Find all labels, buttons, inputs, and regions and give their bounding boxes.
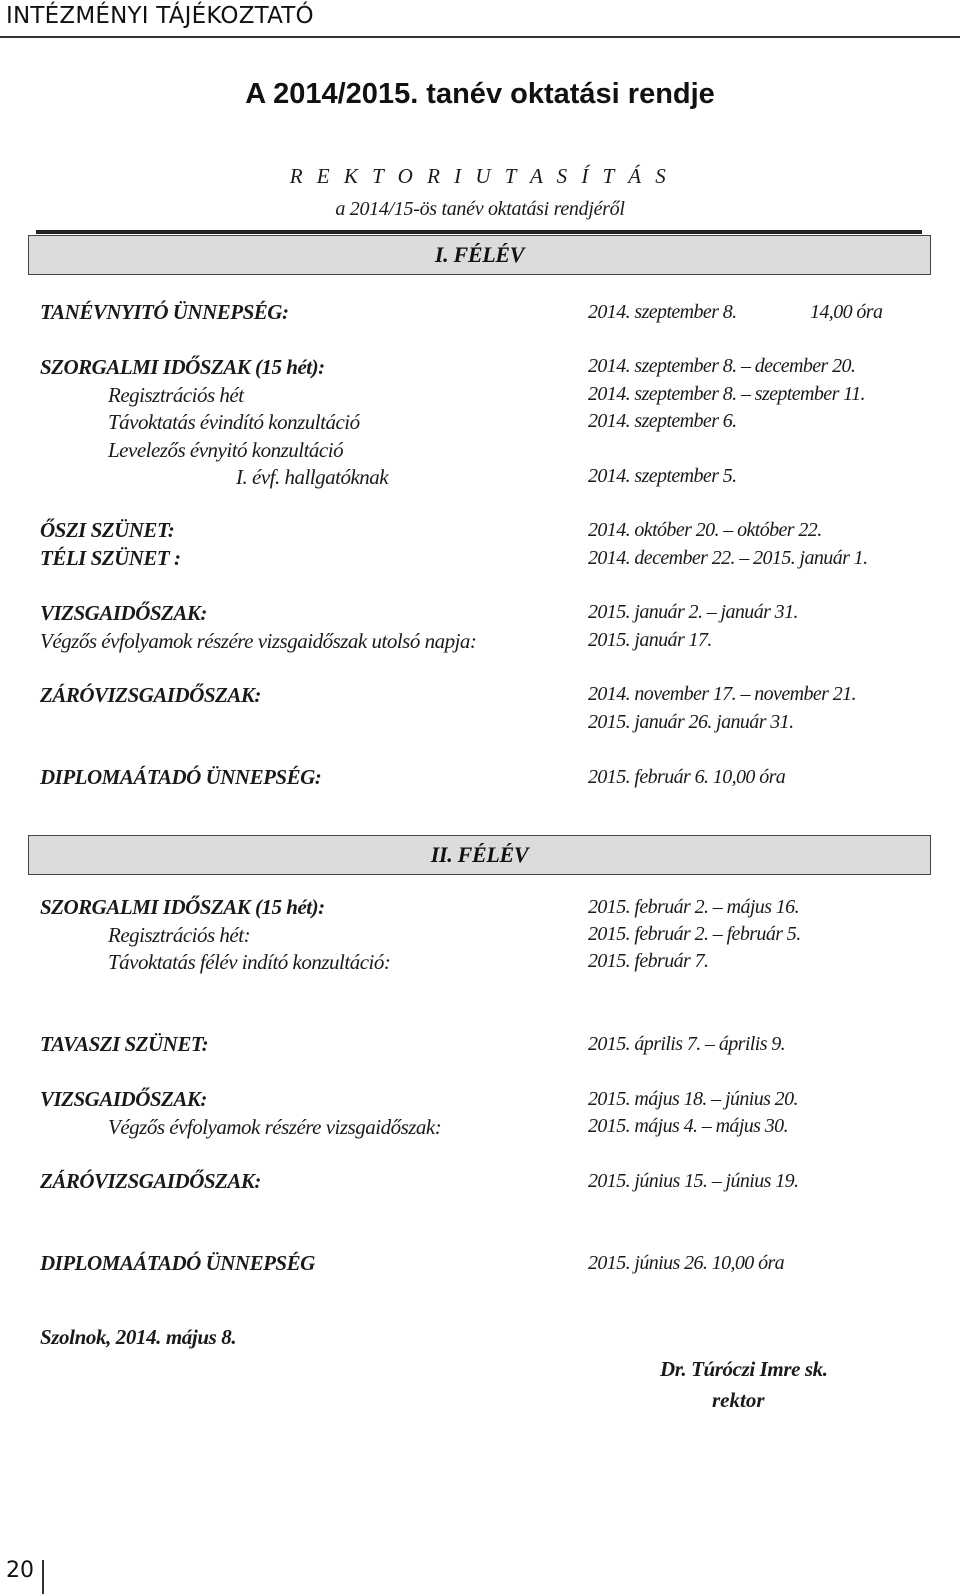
s2-registration-date: 2015. február 2. – február 5. (588, 923, 801, 945)
s1-autumn-break-date: 2014. október 20. – október 22. (588, 519, 822, 541)
s1-registration-date: 2014. szeptember 8. – szeptember 11. (588, 383, 865, 405)
s2-study-label: SZORGALMI IDŐSZAK (15 hét): (40, 895, 325, 919)
signer-name: Dr. Túróczi Imre sk. (660, 1357, 828, 1381)
s2-distance-label: Távoktatás félév indító konzultáció: (108, 950, 391, 974)
s1-study-date: 2014. szeptember 8. – december 20. (588, 355, 856, 377)
page-number: 20 (6, 1558, 34, 1583)
s1-correspondence-sublabel: I. évf. hallgatóknak (236, 465, 389, 489)
s2-registration-label: Regisztrációs hét: (108, 923, 251, 947)
running-header-title: INTÉZMÉNYI TÁJÉKOZTATÓ (6, 3, 314, 29)
s1-final-exam-label: ZÁRÓVIZSGAIDŐSZAK: (40, 683, 261, 707)
s2-final-exam-label: ZÁRÓVIZSGAIDŐSZAK: (40, 1169, 261, 1193)
document-subtitle: R E K T O R I U T A S Í T Á S (289, 164, 671, 188)
s2-graduation-date: 2015. június 26. 10,00 óra (588, 1252, 785, 1274)
s2-final-year-exam-label: Végzős évfolyamok részére vizsgaidőszak: (108, 1115, 442, 1139)
s1-autumn-break-label: ŐSZI SZÜNET: (40, 518, 175, 542)
s1-final-exam-date-1: 2014. november 17. – november 21. (588, 683, 856, 705)
s1-exam-label: VIZSGAIDŐSZAK: (40, 601, 207, 625)
s1-correspondence-label: Levelezős évnyitó konzultáció (108, 438, 344, 462)
s1-registration-label: Regisztrációs hét (108, 383, 244, 407)
s1-distance-label: Távoktatás évindító konzultáció (108, 410, 360, 434)
running-header (0, 0, 960, 38)
s2-spring-break-date: 2015. április 7. – április 9. (588, 1033, 786, 1055)
s2-study-date: 2015. február 2. – május 16. (588, 896, 799, 918)
s1-graduation-label: DIPLOMAÁTADÓ ÜNNEPSÉG: (40, 765, 322, 789)
s2-graduation-label: DIPLOMAÁTADÓ ÜNNEPSÉG (40, 1251, 315, 1275)
s1-graduation-date: 2015. február 6. 10,00 óra (588, 766, 786, 788)
s1-final-year-exam-label: Végzős évfolyamok részére vizsgaidőszak utolsó napja: (40, 629, 477, 653)
signer-title: rektor (712, 1388, 765, 1412)
s1-final-year-exam-date: 2015. január 17. (588, 629, 712, 651)
s2-final-year-exam-date: 2015. május 4. – május 30. (588, 1115, 788, 1137)
s1-opening-time: 14,00 óra (810, 301, 883, 323)
s2-exam-label: VIZSGAIDŐSZAK: (40, 1087, 207, 1111)
semester-1-heading: I. FÉLÉV (28, 235, 931, 275)
s2-distance-date: 2015. február 7. (588, 950, 709, 972)
s1-opening-date: 2014. szeptember 8. (588, 301, 737, 323)
s1-distance-date: 2014. szeptember 6. (588, 410, 737, 432)
s1-correspondence-date: 2014. szeptember 5. (588, 465, 737, 487)
s1-winter-break-date: 2014. december 22. – 2015. január 1. (588, 547, 868, 569)
semester-2-heading: II. FÉLÉV (28, 835, 931, 875)
s2-final-exam-date: 2015. június 15. – június 19. (588, 1170, 799, 1192)
s1-opening-label: TANÉVNYITÓ ÜNNEPSÉG: (40, 300, 289, 324)
document-subtitle-detail: a 2014/15-ös tanév oktatási rendjéről (335, 198, 625, 220)
place-and-date: Szolnok, 2014. május 8. (40, 1325, 237, 1349)
s1-final-exam-date-2: 2015. január 26. január 31. (588, 711, 794, 733)
s1-exam-date: 2015. január 2. – január 31. (588, 601, 798, 623)
page-number-divider (42, 1560, 44, 1594)
document-title: A 2014/2015. tanév oktatási rendje (245, 78, 715, 110)
title-divider (36, 230, 922, 234)
s2-spring-break-label: TAVASZI SZÜNET: (40, 1032, 209, 1056)
s1-study-label: SZORGALMI IDŐSZAK (15 hét): (40, 355, 325, 379)
s2-exam-date: 2015. május 18. – június 20. (588, 1088, 798, 1110)
s1-winter-break-label: TÉLI SZÜNET : (40, 546, 181, 570)
